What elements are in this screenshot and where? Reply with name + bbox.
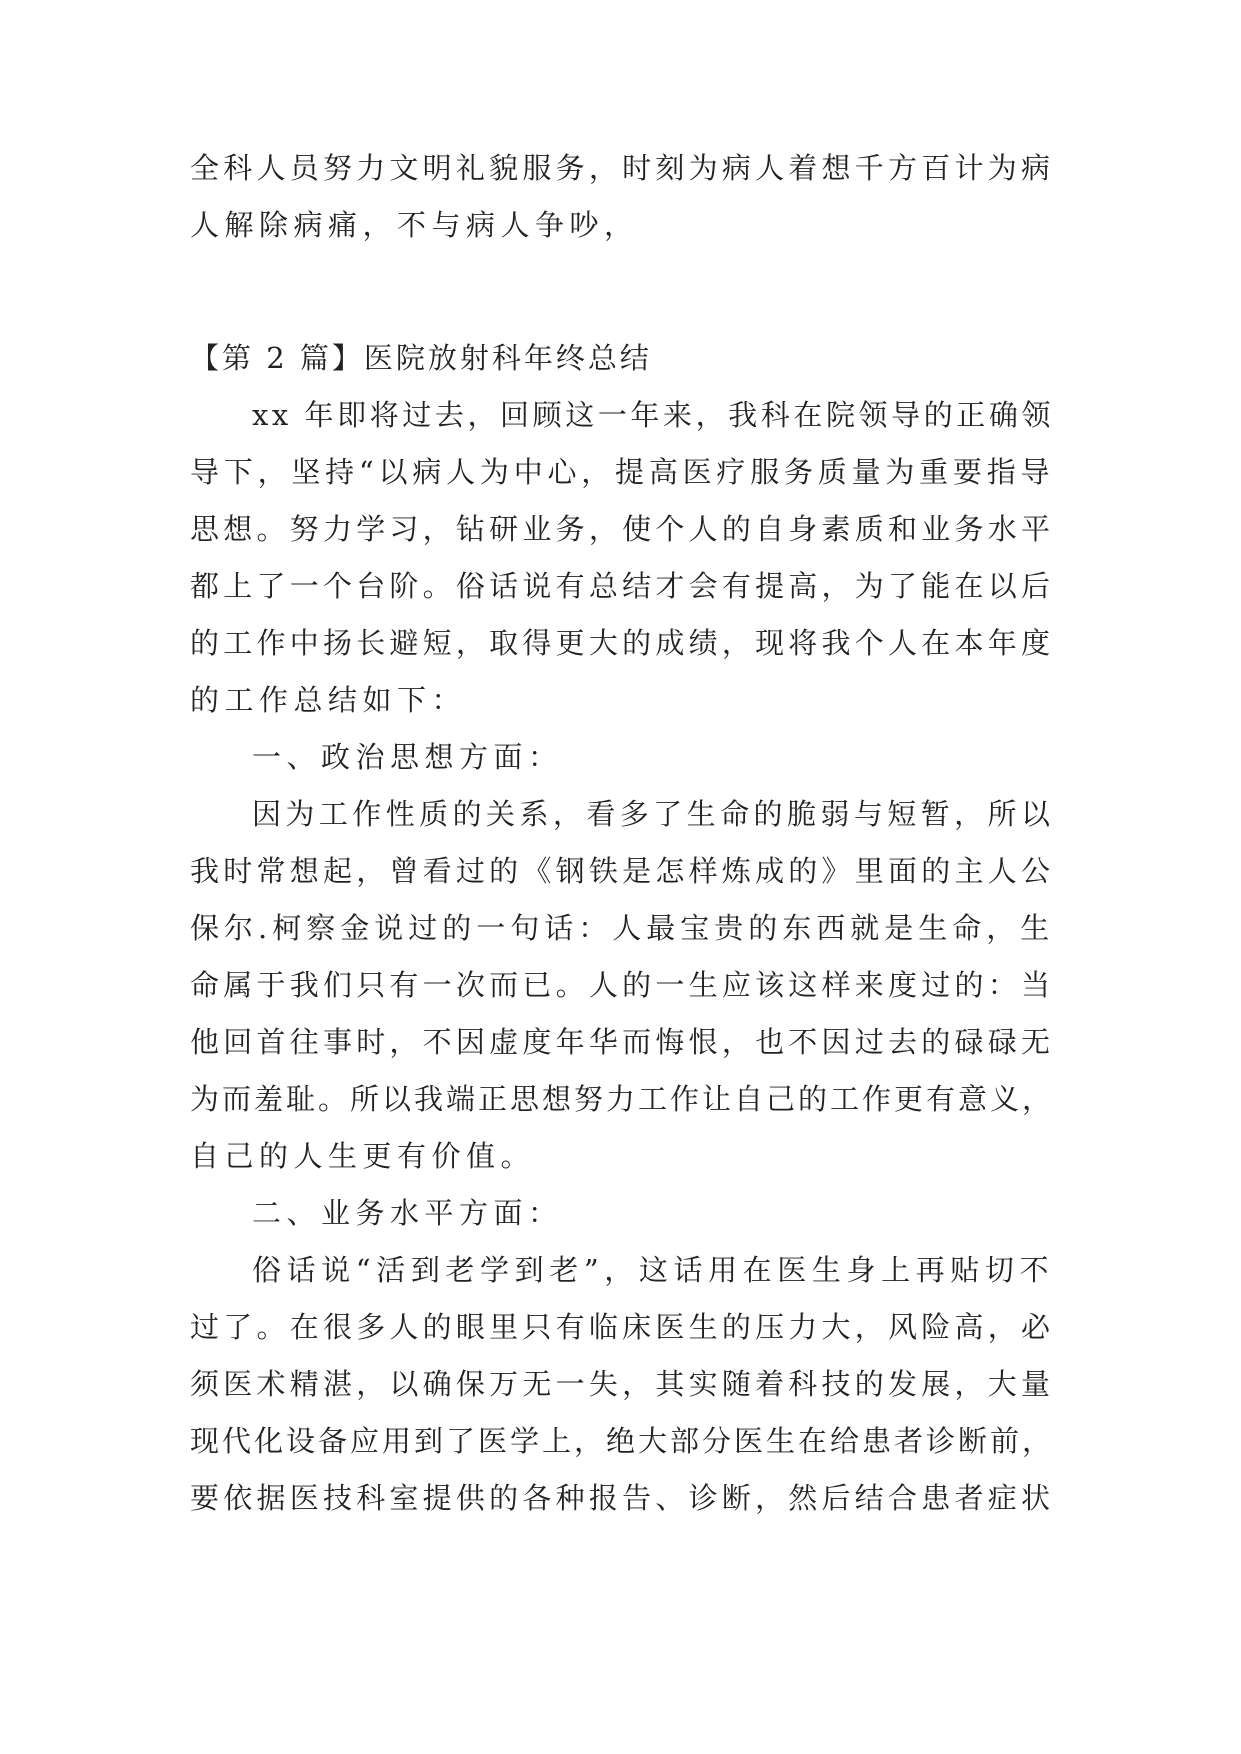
paragraph-line: 都上了一个台阶。俗话说有总结才会有提高，为了能在以后 <box>190 569 1054 603</box>
paragraph-line: 要依据医技科室提供的各种报告、诊断，然后结合患者症状 <box>190 1481 1054 1515</box>
paragraph-line: 思想。努力学习，钻研业务，使个人的自身素质和业务水平 <box>190 512 1054 546</box>
paragraph-line: 过了。在很多人的眼里只有临床医生的压力大，风险高，必 <box>190 1310 1054 1344</box>
paragraph-line: 的工作中扬长避短，取得更大的成绩，现将我个人在本年度 <box>190 626 1054 660</box>
paragraph-line: 全科人员努力文明礼貌服务，时刻为病人着想千方百计为病 <box>190 151 1054 185</box>
paragraph-line: 为而羞耻。所以我端正思想努力工作让自己的工作更有意义， <box>190 1082 1055 1116</box>
paragraph-line: 命属于我们只有一次而已。人的一生应该这样来度过的：当 <box>190 968 1054 1002</box>
paragraph-line: xx 年即将过去，回顾这一年来，我科在院领导的正确领 <box>252 398 1054 432</box>
paragraph-line: 的工作总结如下： <box>190 683 467 717</box>
paragraph-line: 我时常想起，曾看过的《钢铁是怎样炼成的》里面的主人公 <box>190 854 1054 888</box>
paragraph-line: 现代化设备应用到了医学上，绝大部分医生在给患者诊断前， <box>190 1424 1055 1458</box>
paragraph-line: 保尔.柯察金说过的一句话：人最宝贵的东西就是生命，生 <box>190 911 1055 945</box>
paragraph-line: 自己的人生更有价值。 <box>190 1139 536 1173</box>
paragraph-line: 因为工作性质的关系，看多了生命的脆弱与短暂，所以 <box>252 797 1054 831</box>
paragraph-line: 须医术精湛，以确保万无一失，其实随着科技的发展，大量 <box>190 1367 1054 1401</box>
paragraph-line: 人解除病痛，不与病人争吵， <box>190 208 639 242</box>
paragraph-line: 导下，坚持“以病人为中心，提高医疗服务质量为重要指导 <box>190 455 1054 489</box>
paragraph-line: 他回首往事时，不因虚度年华而悔恨，也不因过去的碌碌无 <box>190 1025 1054 1059</box>
subsection-heading: 一、政治思想方面： <box>252 740 563 774</box>
paragraph-line: 俗话说“活到老学到老”，这话用在医生身上再贴切不 <box>252 1253 1054 1287</box>
section-heading: 【第 2 篇】医院放射科年终总结 <box>190 341 652 375</box>
subsection-heading: 二、业务水平方面： <box>252 1196 563 1230</box>
